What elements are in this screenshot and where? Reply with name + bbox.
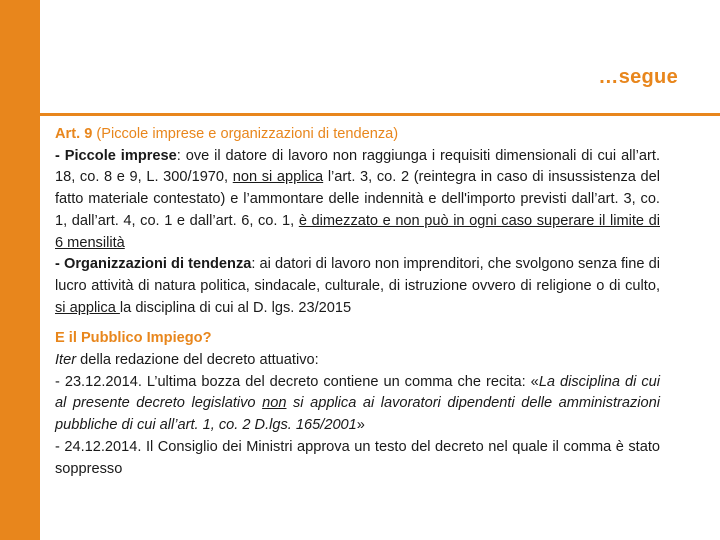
article-number: Art. 9	[55, 126, 93, 142]
iter-line: Iter della redazione del decreto attuativo:	[55, 352, 319, 369]
slide-body	[55, 124, 660, 480]
article-subtitle: (Piccole imprese e organizzazioni di tendenza)	[92, 126, 399, 142]
item-23-12-2014: - 23.12.2014. L’ultima bozza del decreto contiene un comma che recita: «La disciplina di cui al presente decreto legislativo non si applica ai lavoratori dipendenti delle amministrazioni pubbliche di cui all’art. 1, co. 2 D.lgs. 165/2001»	[55, 373, 660, 434]
dimezzato-underline: è dimezzato e non può in ogni caso superare il limite di 6 mensilità	[55, 212, 660, 251]
header-divider	[32, 113, 720, 116]
non-underline: non	[262, 395, 287, 412]
iter-word: Iter	[55, 352, 77, 369]
continuation-label: …segue	[598, 66, 678, 88]
piccole-imprese-label: - Piccole imprese	[55, 147, 177, 164]
non-si-applica-underline: non si applica	[232, 169, 324, 186]
paragraph-organizzazioni: - Organizzazioni di tendenza: ai datori di lavoro non imprenditori, che svolgono senza fine di lucro attività di natura politica, sindacale, culturale, di istruzione ovvero di religione o di culto, si applica la disciplina di cui al D. lgs. 23/2015	[55, 256, 660, 316]
section-title-pubblico-impiego: E il Pubblico Impiego?	[55, 330, 212, 347]
item-24-12-2014: - 24.12.2014. Il Consiglio dei Ministri approva un testo del decreto nel quale il comma è stato soppresso	[55, 438, 660, 477]
article-heading	[55, 124, 660, 146]
si-applica-underline: si applica	[55, 299, 120, 316]
accent-sidebar	[0, 0, 40, 540]
paragraph-piccole-imprese: - Piccole imprese: ove il datore di lavoro non raggiunga i requisiti dimensionali di cui all’art. 18, co. 8 e 9, L. 300/1970, non si applica l’art. 3, co. 2 (reintegra in caso di insussistenza del fatto materiale contestato) e l’ammontare delle indennità e dell'importo previsti dall’art. 3, co. 1, dall’art. 4, co. 1 e dall’art. 6, co. 1, è dimezzato e non può in ogni caso superare il limite di 6 mensilità	[55, 147, 660, 251]
organizzazioni-label: - Organizzazioni di tendenza	[55, 256, 252, 273]
section-gap	[55, 319, 660, 328]
